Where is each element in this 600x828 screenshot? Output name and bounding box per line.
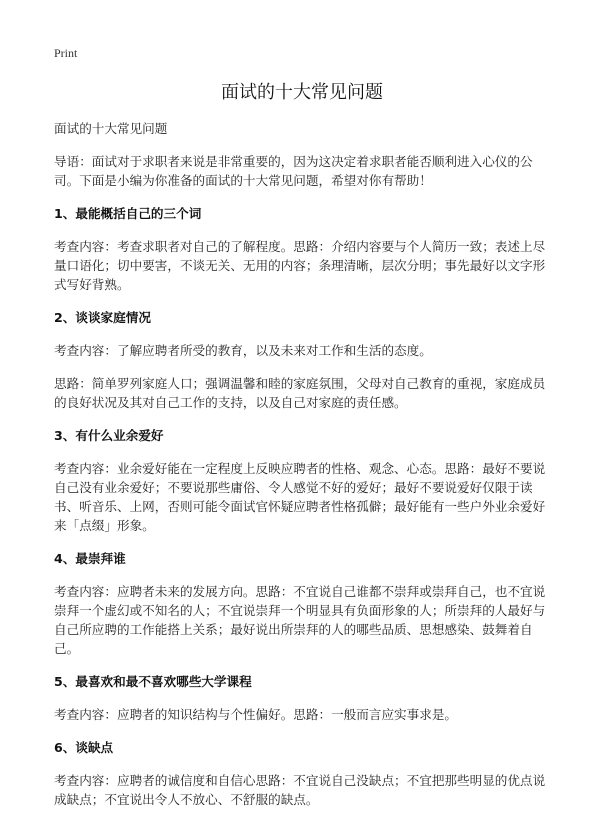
section-4-paragraph-1: 考查内容：应聘者未来的发展方向。思路：不宜说自己谁都不崇拜或崇拜自己，也不宜说崇拜一个虚幻或不知名的人；不宜说崇拜一个明显具有负面形象的人；所崇拜的人最好与自己所应聘的工作能搭上关系；最好说出所崇拜的人的哪些品质、思想感染、鼓舞着自己。: [54, 584, 546, 656]
page-title: 面试的十大常见问题: [221, 82, 383, 103]
intro-paragraph: 导语：面试对于求职者来说是非常重要的，因为这决定着求职者能否顺利进入心仪的公司。下面是小编为你准备的面试的十大常见问题，希望对你有帮助！: [54, 154, 533, 188]
print-link[interactable]: Print: [54, 46, 78, 60]
section-heading-6: 6、谈缺点: [54, 740, 114, 755]
section-3-paragraph-1: 考查内容：业余爱好能在一定程度上反映应聘者的性格、观念、心态。思路：最好不要说自己没有业余爱好；不要说那些庸俗、令人感觉不好的爱好；最好不要说爱好仅限于读书、听音乐、上网，否则可能令面试官怀疑应聘者性格孤僻；最好能有一些户外业余爱好来「点缀」形象。: [54, 461, 546, 533]
section-2-paragraph-1: 考查内容：了解应聘者所受的教育，以及未来对工作和生活的态度。: [54, 343, 432, 358]
section-heading-5: 5、最喜欢和最不喜欢哪些大学课程: [54, 674, 252, 689]
section-heading-4: 4、最崇拜谁: [54, 551, 126, 566]
article-subtitle: 面试的十大常见问题: [54, 121, 168, 136]
section-5-paragraph-1: 考查内容：应聘者的知识结构与个性偏好。思路：一般而言应实事求是。: [54, 707, 457, 722]
section-1-paragraph-1: 考查内容：考查求职者对自己的了解程度。思路：介绍内容要与个人简历一致；表述上尽量口语化；切中要害，不谈无关、无用的内容；条理清晰，层次分明；事先最好以文字形式写好背熟。: [54, 239, 546, 292]
section-heading-3: 3、有什么业余爱好: [54, 428, 164, 443]
section-heading-2: 2、谈谈家庭情况: [54, 310, 151, 325]
article-body: [54, 119, 550, 823]
section-6-paragraph-1: 考查内容：应聘者的诚信度和自信心思路：不宜说自己没缺点；不宜把那些明显的优点说成缺点；不宜说出令人不放心、不舒服的缺点。: [54, 773, 546, 807]
section-2-paragraph-2: 思路：简单罗列家庭人口；强调温馨和睦的家庭氛围，父母对自己教育的重视，家庭成员的良好状况及其对自己工作的支持，以及自己对家庭的责任感。: [54, 376, 546, 410]
section-heading-1: 1、最能概括自己的三个词: [54, 206, 202, 221]
